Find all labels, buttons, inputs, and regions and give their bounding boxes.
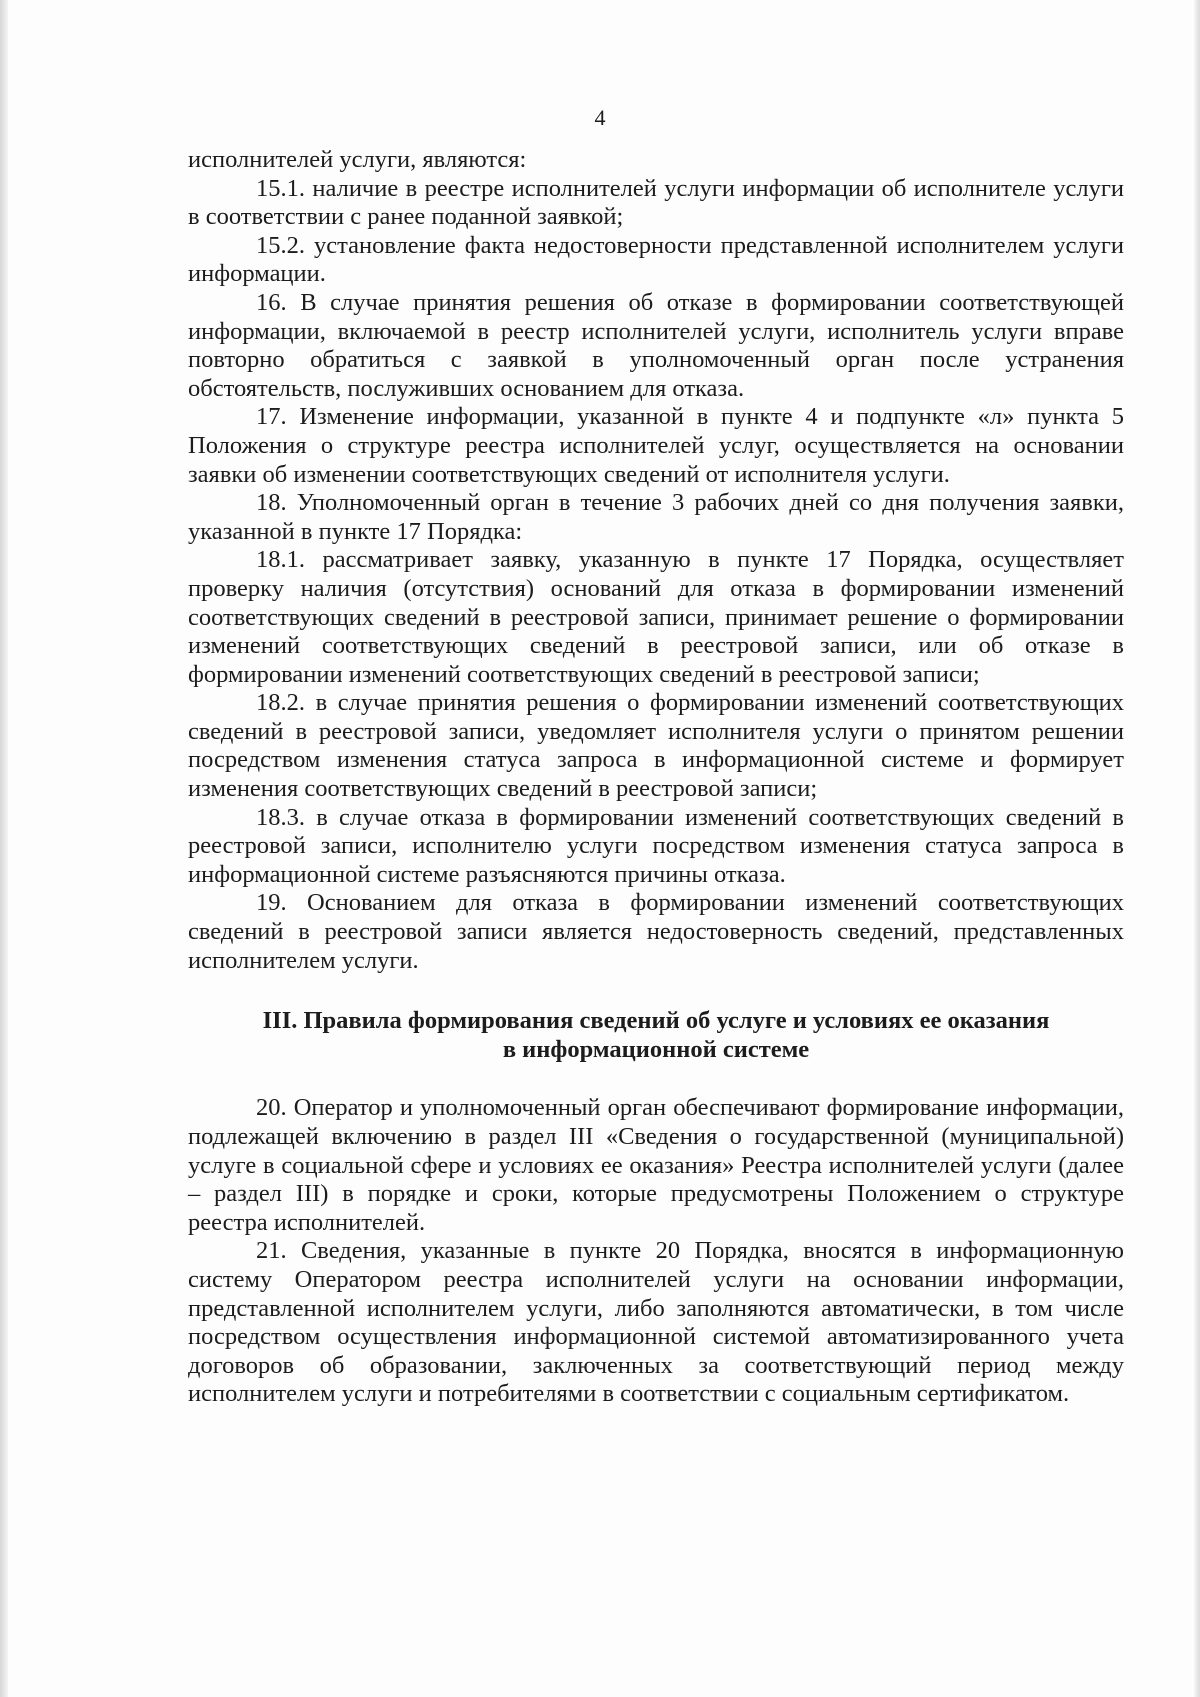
paragraph: 19. Основанием для отказа в формировании изменений соответствующих сведений в реестровой записи является недостоверность сведений, представленных исполнителем услуги. [188, 889, 1124, 974]
page-number: 4 [594, 105, 606, 130]
paragraph: исполнителей услуги, являются: [188, 146, 527, 173]
section-heading [188, 1007, 1124, 1064]
paragraph: 21. Сведения, указанные в пункте 20 Порядка, вносятся в информационную систему Оператором реестра исполнителей услуги на основании информации, представленной исполнителем услуги, либо заполняются автоматически, в том числе посредством осуществления информационной системой автоматизированного учета договоров об образовании, заключенных за соответствующий период между исполнителем услуги и потребителями в соответствии с социальным сертификатом. [188, 1237, 1124, 1408]
paragraph: 20. Оператор и уполномоченный орган обеспечивают формирование информации, подлежащей включению в раздел III «Сведения о государственной (муниципальной) услуге в социальной сфере и условиях ее оказания» Реестра исполнителей услуги (далее – раздел III) в порядке и сроки, которые предусмотрены Положением о структуре реестра исполнителей. [188, 1094, 1124, 1236]
paragraph: 18.2. в случае принятия решения о формировании изменений соответствующих сведений в реестровой записи, уведомляет исполнителя услуги о принятом решении посредством изменения статуса запроса в информационной системе и формирует изменения соответствующих сведений в реестровой записи; [188, 689, 1124, 803]
section-heading-line-2: в информационной системе [502, 1035, 810, 1063]
paragraph: 16. В случае принятия решения об отказе в формировании соответствующей информации, включаемой в реестр исполнителей услуги, исполнитель услуги вправе повторно обратиться с заявкой в уполномоченный орган после устранения обстоятельств, послуживших основанием для отказа. [188, 288, 1124, 402]
paragraph: 15.1. наличие в реестре исполнителей услуги информации об исполнителе услуги в соответствии с ранее поданной заявкой; [188, 174, 1124, 231]
paragraph: 18. Уполномоченный орган в течение 3 рабочих дней со дня получения заявки, указанной в пункте 17 Порядка: [188, 489, 1124, 545]
section-heading-line-1: III. Правила формирования сведений об услуге и условиях ее оказания [262, 1007, 1050, 1035]
paragraph: 15.2. установление факта недостоверности представленной исполнителем услуги информации. [188, 231, 1124, 288]
paragraph: 18.3. в случае отказа в формировании изменений соответствующих сведений в реестровой записи, исполнителю услуги посредством изменения статуса запроса в информационной системе разъясняются причины отказа. [188, 803, 1124, 888]
document-body [188, 146, 1124, 1409]
scan-right-edge [1194, 0, 1200, 1697]
scan-left-edge [0, 0, 8, 1697]
paragraph: 18.1. рассматривает заявку, указанную в пункте 17 Порядка, осуществляет проверку наличия (отсутствия) оснований для отказа в формировании изменений соответствующих сведений в реестровой записи, принимает решение о формировании изменений соответствующих сведений в реестровой записи, или об отказе в формировании изменений соответствующих сведений в реестровой записи; [188, 546, 1124, 688]
paragraph: 17. Изменение информации, указанной в пункте 4 и подпункте «л» пункта 5 Положения о структуре реестра исполнителей услуг, осуществляется на основании заявки об изменении соответствующих сведений от исполнителя услуги. [188, 403, 1124, 488]
